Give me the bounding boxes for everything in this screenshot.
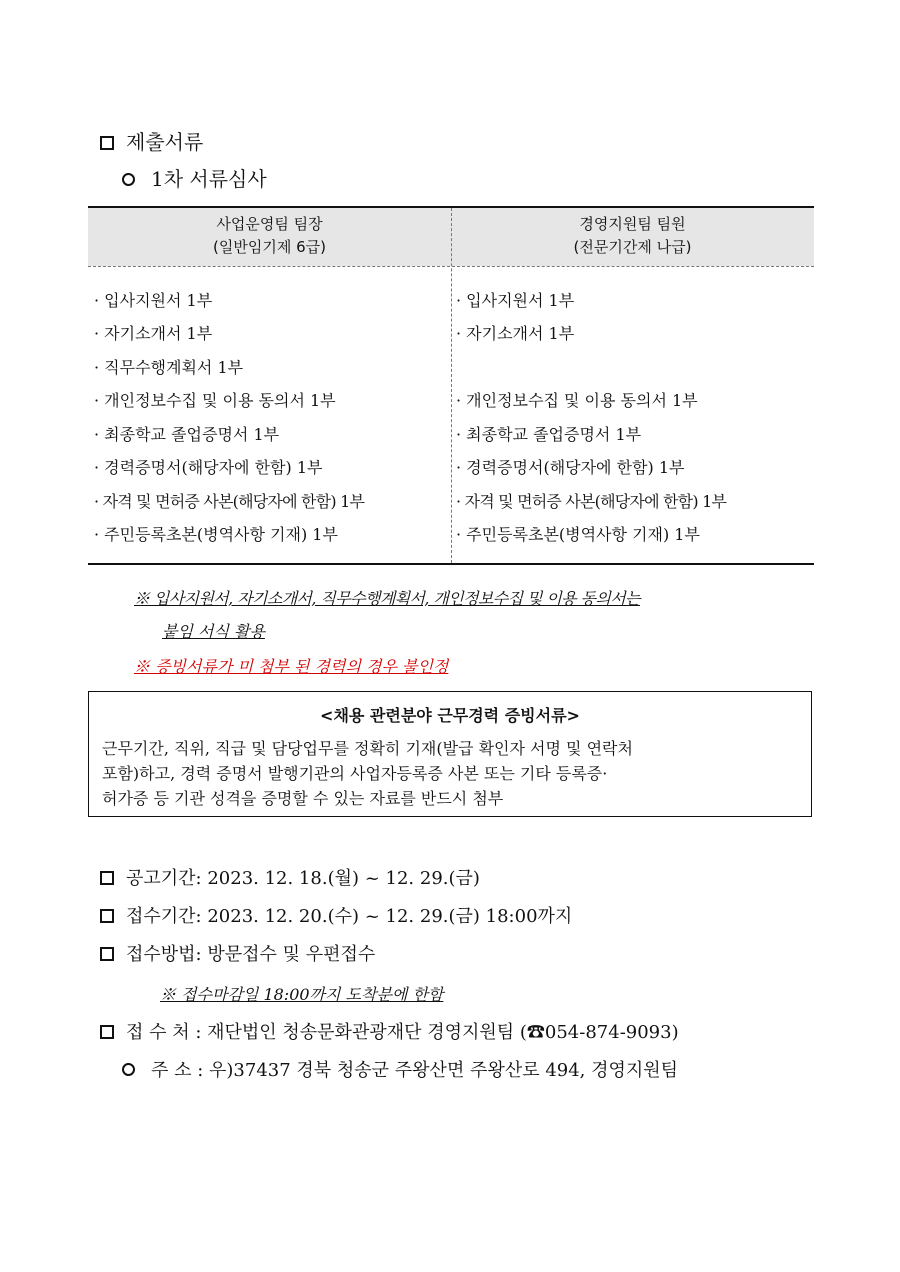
note-evidence-warning: ※ 증빙서류가 미 첨부 된 경력의 경우 불인정 <box>134 657 449 676</box>
column-header-2-line1: 경영지원팀 팀원 <box>579 215 686 233</box>
receipt-method-text: 접수방법: 방문접수 및 우편접수 <box>126 944 376 965</box>
checkbox-square-icon <box>100 909 114 923</box>
receipt-address <box>122 1056 678 1082</box>
receipt-method <box>100 940 375 966</box>
list-item: · 개인정보수집 및 이용 동의서 1부 <box>456 391 698 410</box>
sub-title: 1차 서류심사 <box>151 167 267 191</box>
column-header-2 <box>451 213 814 259</box>
notice-period-text: 공고기간: 2023. 12. 18.(월) ~ 12. 29.(금) <box>126 868 480 889</box>
section-heading <box>100 126 203 155</box>
list-item: · 경력증명서(해당자에 한함) 1부 <box>94 458 323 477</box>
circle-bullet-icon <box>122 1063 135 1076</box>
receipt-place-text: 접 수 처 : 재단법인 청송문화관광재단 경영지원팀 (☎054-874-9093) <box>126 1022 679 1043</box>
table-column-divider <box>451 208 452 563</box>
list-item: · 최종학교 졸업증명서 1부 <box>94 425 280 444</box>
receipt-deadline-note: ※ 접수마감일 18:00까지 도착분에 한함 <box>160 985 444 1004</box>
list-item: · 경력증명서(해당자에 한함) 1부 <box>456 458 685 477</box>
list-item: · 입사지원서 1부 <box>456 291 575 310</box>
receipt-address-text: 주 소 : 우)37437 경북 청송군 주왕산면 주왕산로 494, 경영지원팀 <box>151 1060 679 1081</box>
checkbox-square-icon <box>100 1025 114 1039</box>
evidence-box-line2: 포함)하고, 경력 증명서 발행기관의 사업자등록증 사본 또는 기타 등록증· <box>102 764 608 783</box>
list-item: · 자격 및 면허증 사본(해당자에 한함) 1부 <box>94 492 365 511</box>
notice-period <box>100 864 480 890</box>
receipt-place <box>100 1018 679 1044</box>
list-item: · 자격 및 면허증 사본(해당자에 한함) 1부 <box>456 492 727 511</box>
list-item: · 개인정보수집 및 이용 동의서 1부 <box>94 391 336 410</box>
list-item: · 최종학교 졸업증명서 1부 <box>456 425 642 444</box>
checkbox-square-icon <box>100 947 114 961</box>
list-item: · 입사지원서 1부 <box>94 291 213 310</box>
column-header-1-line1: 사업운영팀 팀장 <box>216 215 323 233</box>
table-bottom-border <box>88 563 814 565</box>
section-title: 제출서류 <box>126 130 204 154</box>
column-header-2-line2: (전문기간제 나급) <box>573 238 692 256</box>
sub-heading <box>122 163 267 192</box>
list-item: · 자기소개서 1부 <box>94 324 213 343</box>
circle-bullet-icon <box>122 173 135 186</box>
column-header-1-line2: (일반임기제 6급) <box>213 238 326 256</box>
column-header-1 <box>88 213 451 259</box>
receipt-period <box>100 902 572 928</box>
note-forms-line1: ※ 입사지원서, 자기소개서, 직무수행계획서, 개인정보수집 및 이용 동의서는 <box>134 589 640 608</box>
list-item: · 직무수행계획서 1부 <box>94 358 244 377</box>
evidence-box-line1: 근무기간, 직위, 직급 및 담당업무를 정확히 기재(발급 확인자 서명 및 연락처 <box>102 739 633 758</box>
list-item: · 주민등록초본(병역사항 기재) 1부 <box>456 525 700 544</box>
note-forms-line2: 붙임 서식 활용 <box>162 622 265 641</box>
receipt-period-text: 접수기간: 2023. 12. 20.(수) ~ 12. 29.(금) 18:00까지 <box>126 906 573 927</box>
evidence-box-line3: 허가증 등 기관 성격을 증명할 수 있는 자료를 반드시 첨부 <box>102 789 504 808</box>
checkbox-square-icon <box>100 136 114 150</box>
list-item: · 주민등록초본(병역사항 기재) 1부 <box>94 525 338 544</box>
evidence-box-title: <채용 관련분야 근무경력 증빙서류> <box>320 706 580 725</box>
checkbox-square-icon <box>100 871 114 885</box>
list-item: · 자기소개서 1부 <box>456 324 575 343</box>
